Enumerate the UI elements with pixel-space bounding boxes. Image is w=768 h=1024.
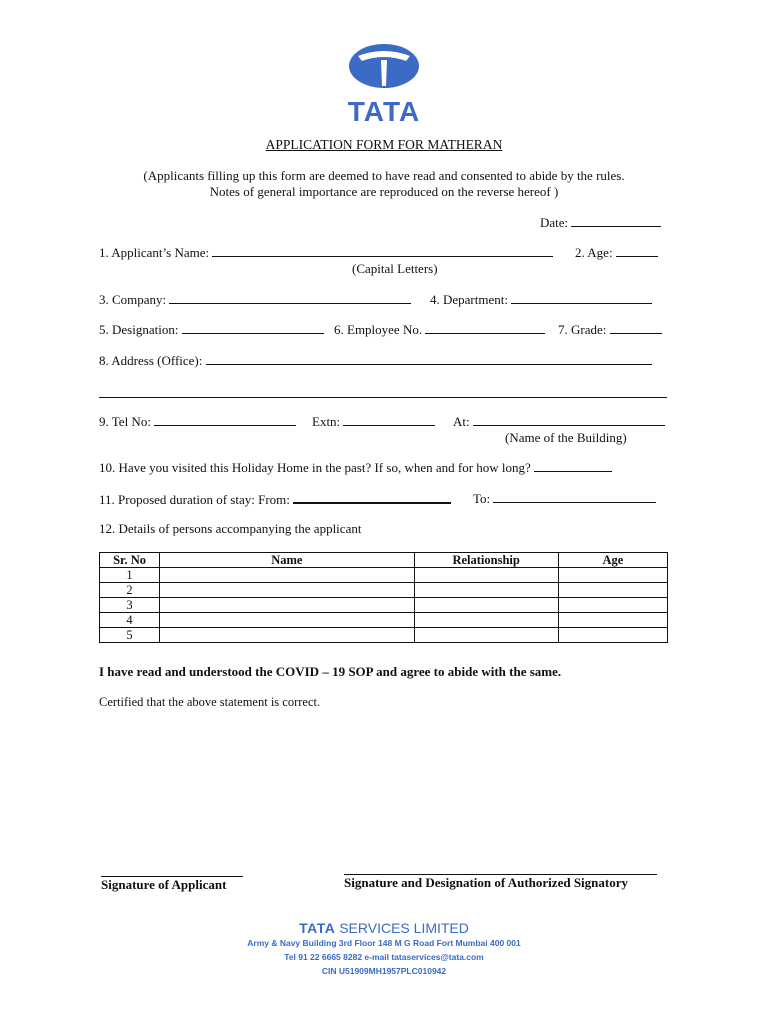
duration-to-field[interactable] bbox=[473, 491, 656, 507]
table-header-row bbox=[100, 553, 668, 568]
intro-line-1: (Applicants filling up this form are deemed to have read and consented to abide by the rules. bbox=[143, 168, 625, 183]
footer-cin: CIN U51909MH1957PLC010942 bbox=[321, 966, 447, 976]
cell-sr-no: 4 bbox=[100, 613, 160, 628]
age-label: 2. Age: bbox=[575, 245, 613, 260]
date-line[interactable] bbox=[571, 215, 661, 227]
cell-name[interactable] bbox=[160, 628, 414, 643]
tel-no-line[interactable] bbox=[154, 414, 296, 426]
address-line-2[interactable] bbox=[99, 397, 667, 398]
date-field[interactable] bbox=[540, 215, 661, 231]
footer-brand: TATA bbox=[299, 920, 336, 936]
header-name: Name bbox=[160, 553, 414, 568]
visited-line[interactable] bbox=[534, 460, 612, 472]
cell-name[interactable] bbox=[160, 568, 414, 583]
designation-field[interactable] bbox=[99, 322, 324, 338]
intro-line-2: Notes of general importance are reproduced on the reverse hereof ) bbox=[209, 184, 559, 199]
covid-statement: I have read and understood the COVID – 19 SOP and agree to abide with the same. bbox=[99, 664, 562, 679]
department-field[interactable] bbox=[430, 292, 652, 308]
cell-relationship[interactable] bbox=[414, 613, 558, 628]
employee-no-label: 6. Employee No. bbox=[334, 322, 423, 337]
tel-no-label: 9. Tel No: bbox=[99, 414, 151, 429]
grade-field[interactable] bbox=[558, 322, 662, 338]
company-field[interactable] bbox=[99, 292, 411, 308]
cell-age[interactable] bbox=[558, 598, 667, 613]
header-sr-no: Sr. No bbox=[100, 553, 160, 568]
authorized-signature-label: Signature and Designation of Authorized Signatory bbox=[344, 875, 628, 890]
header-age: Age bbox=[558, 553, 667, 568]
designation-label: 5. Designation: bbox=[99, 322, 179, 337]
tata-logo bbox=[336, 42, 432, 124]
at-field[interactable] bbox=[453, 414, 665, 430]
applicant-name-line[interactable] bbox=[212, 245, 553, 257]
footer-address: Army & Navy Building 3rd Floor 148 M G Road Fort Mumbai 400 001 bbox=[247, 938, 521, 948]
building-note: (Name of the Building) bbox=[505, 430, 627, 445]
certified-statement: Certified that the above statement is correct. bbox=[99, 695, 321, 709]
cell-age[interactable] bbox=[558, 568, 667, 583]
applicant-name-label: 1. Applicant’s Name: bbox=[99, 245, 210, 260]
extn-label: Extn: bbox=[312, 414, 341, 429]
footer-contact: Tel 91 22 6665 8282 e-mail tataservices@tata.com bbox=[284, 952, 484, 962]
designation-line[interactable] bbox=[182, 322, 324, 334]
extn-field[interactable] bbox=[312, 414, 435, 430]
at-line[interactable] bbox=[473, 414, 665, 426]
table-row bbox=[100, 628, 668, 643]
grade-line[interactable] bbox=[610, 322, 662, 334]
employee-no-line[interactable] bbox=[425, 322, 545, 334]
table-row bbox=[100, 583, 668, 598]
cell-sr-no: 3 bbox=[100, 598, 160, 613]
applicant-signature-label: Signature of Applicant bbox=[101, 877, 227, 892]
form-title: APPLICATION FORM FOR MATHERAN bbox=[265, 137, 503, 152]
cell-name[interactable] bbox=[160, 583, 414, 598]
age-line[interactable] bbox=[616, 245, 658, 257]
duration-from-field[interactable] bbox=[99, 491, 451, 508]
table-row bbox=[100, 568, 668, 583]
address-line-1[interactable] bbox=[206, 353, 652, 365]
header-relationship: Relationship bbox=[414, 553, 558, 568]
table-row bbox=[100, 613, 668, 628]
grade-label: 7. Grade: bbox=[558, 322, 607, 337]
cell-age[interactable] bbox=[558, 583, 667, 598]
extn-line[interactable] bbox=[343, 414, 435, 426]
cell-age[interactable] bbox=[558, 613, 667, 628]
cell-relationship[interactable] bbox=[414, 583, 558, 598]
cell-name[interactable] bbox=[160, 613, 414, 628]
duration-to-line[interactable] bbox=[493, 491, 656, 503]
cell-name[interactable] bbox=[160, 598, 414, 613]
tel-no-field[interactable] bbox=[99, 414, 296, 430]
company-label: 3. Company: bbox=[99, 292, 167, 307]
visited-field[interactable] bbox=[99, 460, 612, 476]
logo-wordmark: TATA bbox=[347, 96, 421, 124]
company-line[interactable] bbox=[169, 292, 411, 304]
cell-sr-no: 1 bbox=[100, 568, 160, 583]
persons-heading: 12. Details of persons accompanying the applicant bbox=[99, 521, 362, 536]
persons-table bbox=[99, 552, 668, 643]
department-label: 4. Department: bbox=[430, 292, 508, 307]
table-row bbox=[100, 598, 668, 613]
duration-to-label: To: bbox=[473, 491, 491, 506]
cell-relationship[interactable] bbox=[414, 568, 558, 583]
address-label: 8. Address (Office): bbox=[99, 353, 203, 368]
duration-from-line[interactable] bbox=[293, 491, 451, 504]
cell-sr-no: 5 bbox=[100, 628, 160, 643]
cell-sr-no: 2 bbox=[100, 583, 160, 598]
capital-letters-note: (Capital Letters) bbox=[352, 261, 438, 276]
age-field[interactable] bbox=[575, 245, 658, 261]
cell-relationship[interactable] bbox=[414, 628, 558, 643]
cell-relationship[interactable] bbox=[414, 598, 558, 613]
department-line[interactable] bbox=[511, 292, 652, 304]
employee-no-field[interactable] bbox=[334, 322, 545, 338]
date-label: Date: bbox=[540, 215, 569, 230]
applicant-name-field[interactable] bbox=[99, 245, 553, 261]
footer-company bbox=[0, 920, 768, 936]
cell-age[interactable] bbox=[558, 628, 667, 643]
address-field[interactable] bbox=[99, 353, 652, 369]
visited-label: 10. Have you visited this Holiday Home in the past? If so, when and for how long? bbox=[99, 460, 531, 475]
duration-from-label: 11. Proposed duration of stay: From: bbox=[99, 492, 290, 507]
at-label: At: bbox=[453, 414, 470, 429]
footer-company-name: SERVICES LIMITED bbox=[339, 920, 469, 936]
